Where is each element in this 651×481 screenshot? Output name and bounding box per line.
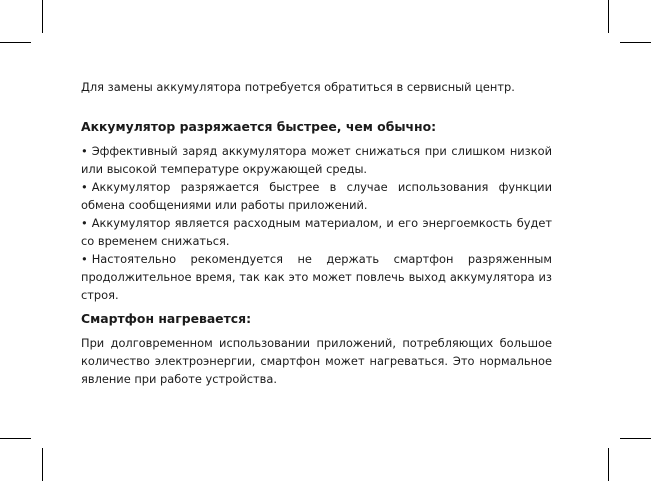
list-item xyxy=(81,214,552,250)
list-item xyxy=(81,178,552,214)
intro-paragraph: Для замены аккумулятора потребуется обратиться в сервисный центр. xyxy=(81,80,515,94)
list-item xyxy=(81,142,552,178)
list-item-text: Настоятельно рекомендуется не держать смартфон разряженным продолжительное время, так как это может повлечь выход аккумулятора из строя. xyxy=(81,252,552,302)
bullet-icon: • xyxy=(81,216,88,230)
crop-mark-top-left-horizontal xyxy=(0,42,31,43)
list-item-text: Аккумулятор разряжается быстрее в случае использования функции обмена сообщениями или работы приложений. xyxy=(81,180,552,212)
bullet-icon: • xyxy=(81,180,88,194)
crop-mark-top-left-vertical xyxy=(42,0,43,33)
battery-tips-list xyxy=(81,142,552,304)
bullet-icon: • xyxy=(81,252,88,266)
crop-mark-bottom-left-vertical xyxy=(42,448,43,481)
page-content xyxy=(81,78,552,388)
crop-mark-top-right-vertical xyxy=(608,0,609,33)
crop-mark-bottom-left-horizontal xyxy=(0,438,31,439)
crop-mark-bottom-right-vertical xyxy=(608,448,609,481)
list-item xyxy=(81,250,552,304)
crop-mark-top-right-horizontal xyxy=(620,42,651,43)
heating-section-heading: Смартфон нагревается: xyxy=(81,311,252,326)
battery-section-heading: Аккумулятор разряжается быстрее, чем обычно: xyxy=(81,119,437,134)
crop-mark-bottom-right-horizontal xyxy=(620,438,651,439)
bullet-icon: • xyxy=(81,144,88,158)
list-item-text: Аккумулятор является расходным материалом, и его энергоемкость будет со временем снижаться. xyxy=(81,216,552,248)
heating-paragraph: При долговременном использовании приложений, потребляющих большое количество электроэнергии, смартфон может нагреваться. Это нормальное явление при работе устройства. xyxy=(81,336,552,386)
list-item-text: Эффективный заряд аккумулятора может снижаться при слишком низкой или высокой температуре окружающей среды. xyxy=(81,144,552,176)
